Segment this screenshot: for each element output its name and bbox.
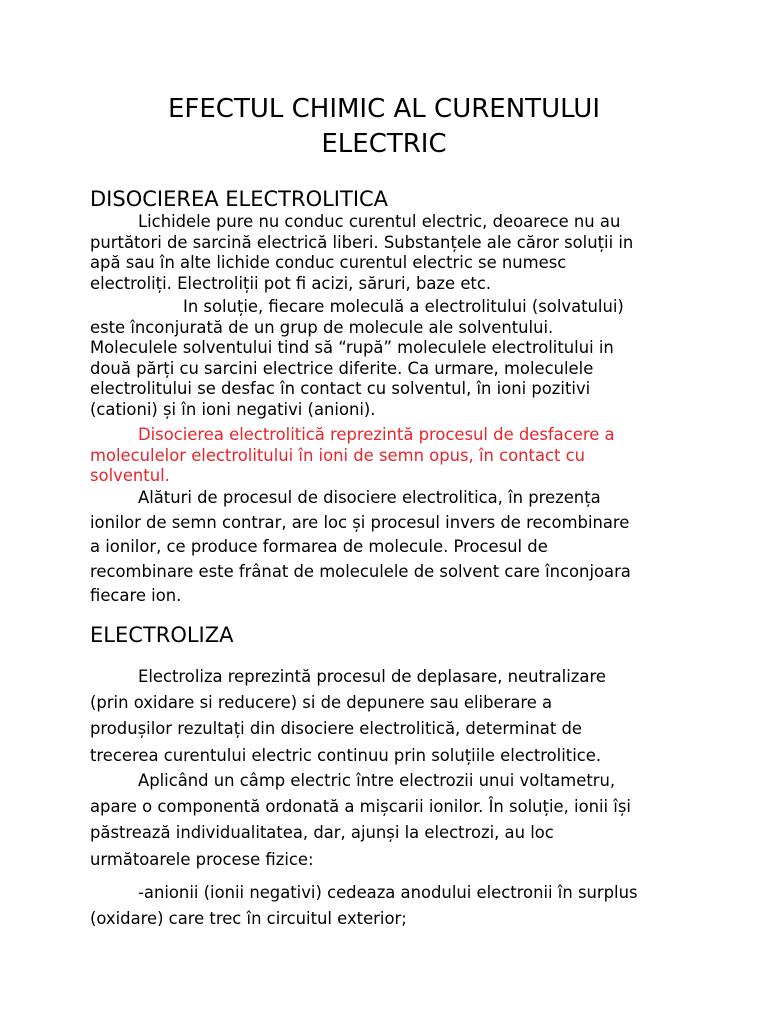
paragraph-electroliza <box>90 664 690 769</box>
text-line: apă sau în alte lichide conduc curentul electric se numesc <box>90 253 567 272</box>
text-line: -anionii (ionii negativi) cedeaza anodului electronii în surplus <box>138 883 638 902</box>
text-line: (oxidare) care trec în circuitul exterior; <box>90 909 407 929</box>
paragraph-lichide <box>90 212 690 294</box>
text-line: Electroliza reprezintă procesul de deplasare, neutralizare <box>138 667 606 686</box>
definition-highlight <box>90 425 690 487</box>
text-line: a ionilor, ce produce formarea de molecule. Procesul de <box>90 537 548 556</box>
paragraph-anioni <box>90 880 690 932</box>
text-line: In soluție, fiecare moleculă a electrolitului (solvatului) <box>183 297 624 316</box>
page-title <box>0 92 768 162</box>
text-line: este înconjurată de un grup de molecule ale solventului. <box>90 317 554 337</box>
text-line: Disocierea electrolitică reprezintă procesul de desfacere a <box>138 425 615 444</box>
text-line: Aplicând un câmp electric între electrozii unui voltametru, <box>138 771 616 790</box>
text-line: următoarele procese fizice: <box>90 849 314 869</box>
paragraph-camp-electric <box>90 768 690 873</box>
section-heading-electroliza: ELECTROLIZA <box>90 623 234 647</box>
paragraph-recombinare <box>90 486 690 609</box>
text-line: două părți cu sarcini electrice diferite. Ca urmare, moleculele <box>90 358 594 378</box>
text-line: purtători de sarcină electrică liberi. Substanțele ale căror soluții in <box>90 232 634 252</box>
text-line: recombinare este frânat de moleculele de solvent care înconjoara <box>90 561 631 581</box>
title-line: EFECTUL CHIMIC AL CURENTULUI <box>168 94 600 124</box>
text-line: moleculelor electrolitului în ioni de semn opus, în contact cu <box>90 445 586 465</box>
text-line: (cationi) și în ioni negativi (anioni). <box>90 399 376 419</box>
text-line: (prin oxidare si reducere) si de depunere sau eliberare a <box>90 693 553 713</box>
text-line: Moleculele solventului tind să “rupă” moleculele electrolitului in <box>90 338 614 357</box>
paragraph-solutie <box>90 297 690 420</box>
text-line: Alături de procesul de disociere electrolitica, în prezența <box>138 488 601 507</box>
text-line: păstrează individualitatea, dar, ajunși la electrozi, au loc <box>90 823 554 843</box>
text-line: electroliți. Electroliții pot fi acizi, săruri, baze etc. <box>90 273 492 293</box>
text-line: solventul. <box>90 466 170 485</box>
section-heading-disociere: DISOCIEREA ELECTROLITICA <box>90 187 389 211</box>
text-line: produșilor rezultați din disociere electrolitică, determinat de <box>90 719 582 739</box>
text-line: fiecare ion. <box>90 586 182 605</box>
text-line: apare o componentă ordonată a mișcarii ionilor. În soluție, ionii își <box>90 797 631 817</box>
text-line: electrolitului se desfac în contact cu solventul, în ioni pozitivi <box>90 379 591 398</box>
text-line: trecerea curentului electric continuu prin soluțiile electrolitice. <box>90 745 602 765</box>
title-line: ELECTRIC <box>321 129 447 159</box>
text-line: ionilor de semn contrar, are loc și procesul invers de recombinare <box>90 512 630 532</box>
text-line: Lichidele pure nu conduc curentul electric, deoarece nu au <box>138 212 621 231</box>
